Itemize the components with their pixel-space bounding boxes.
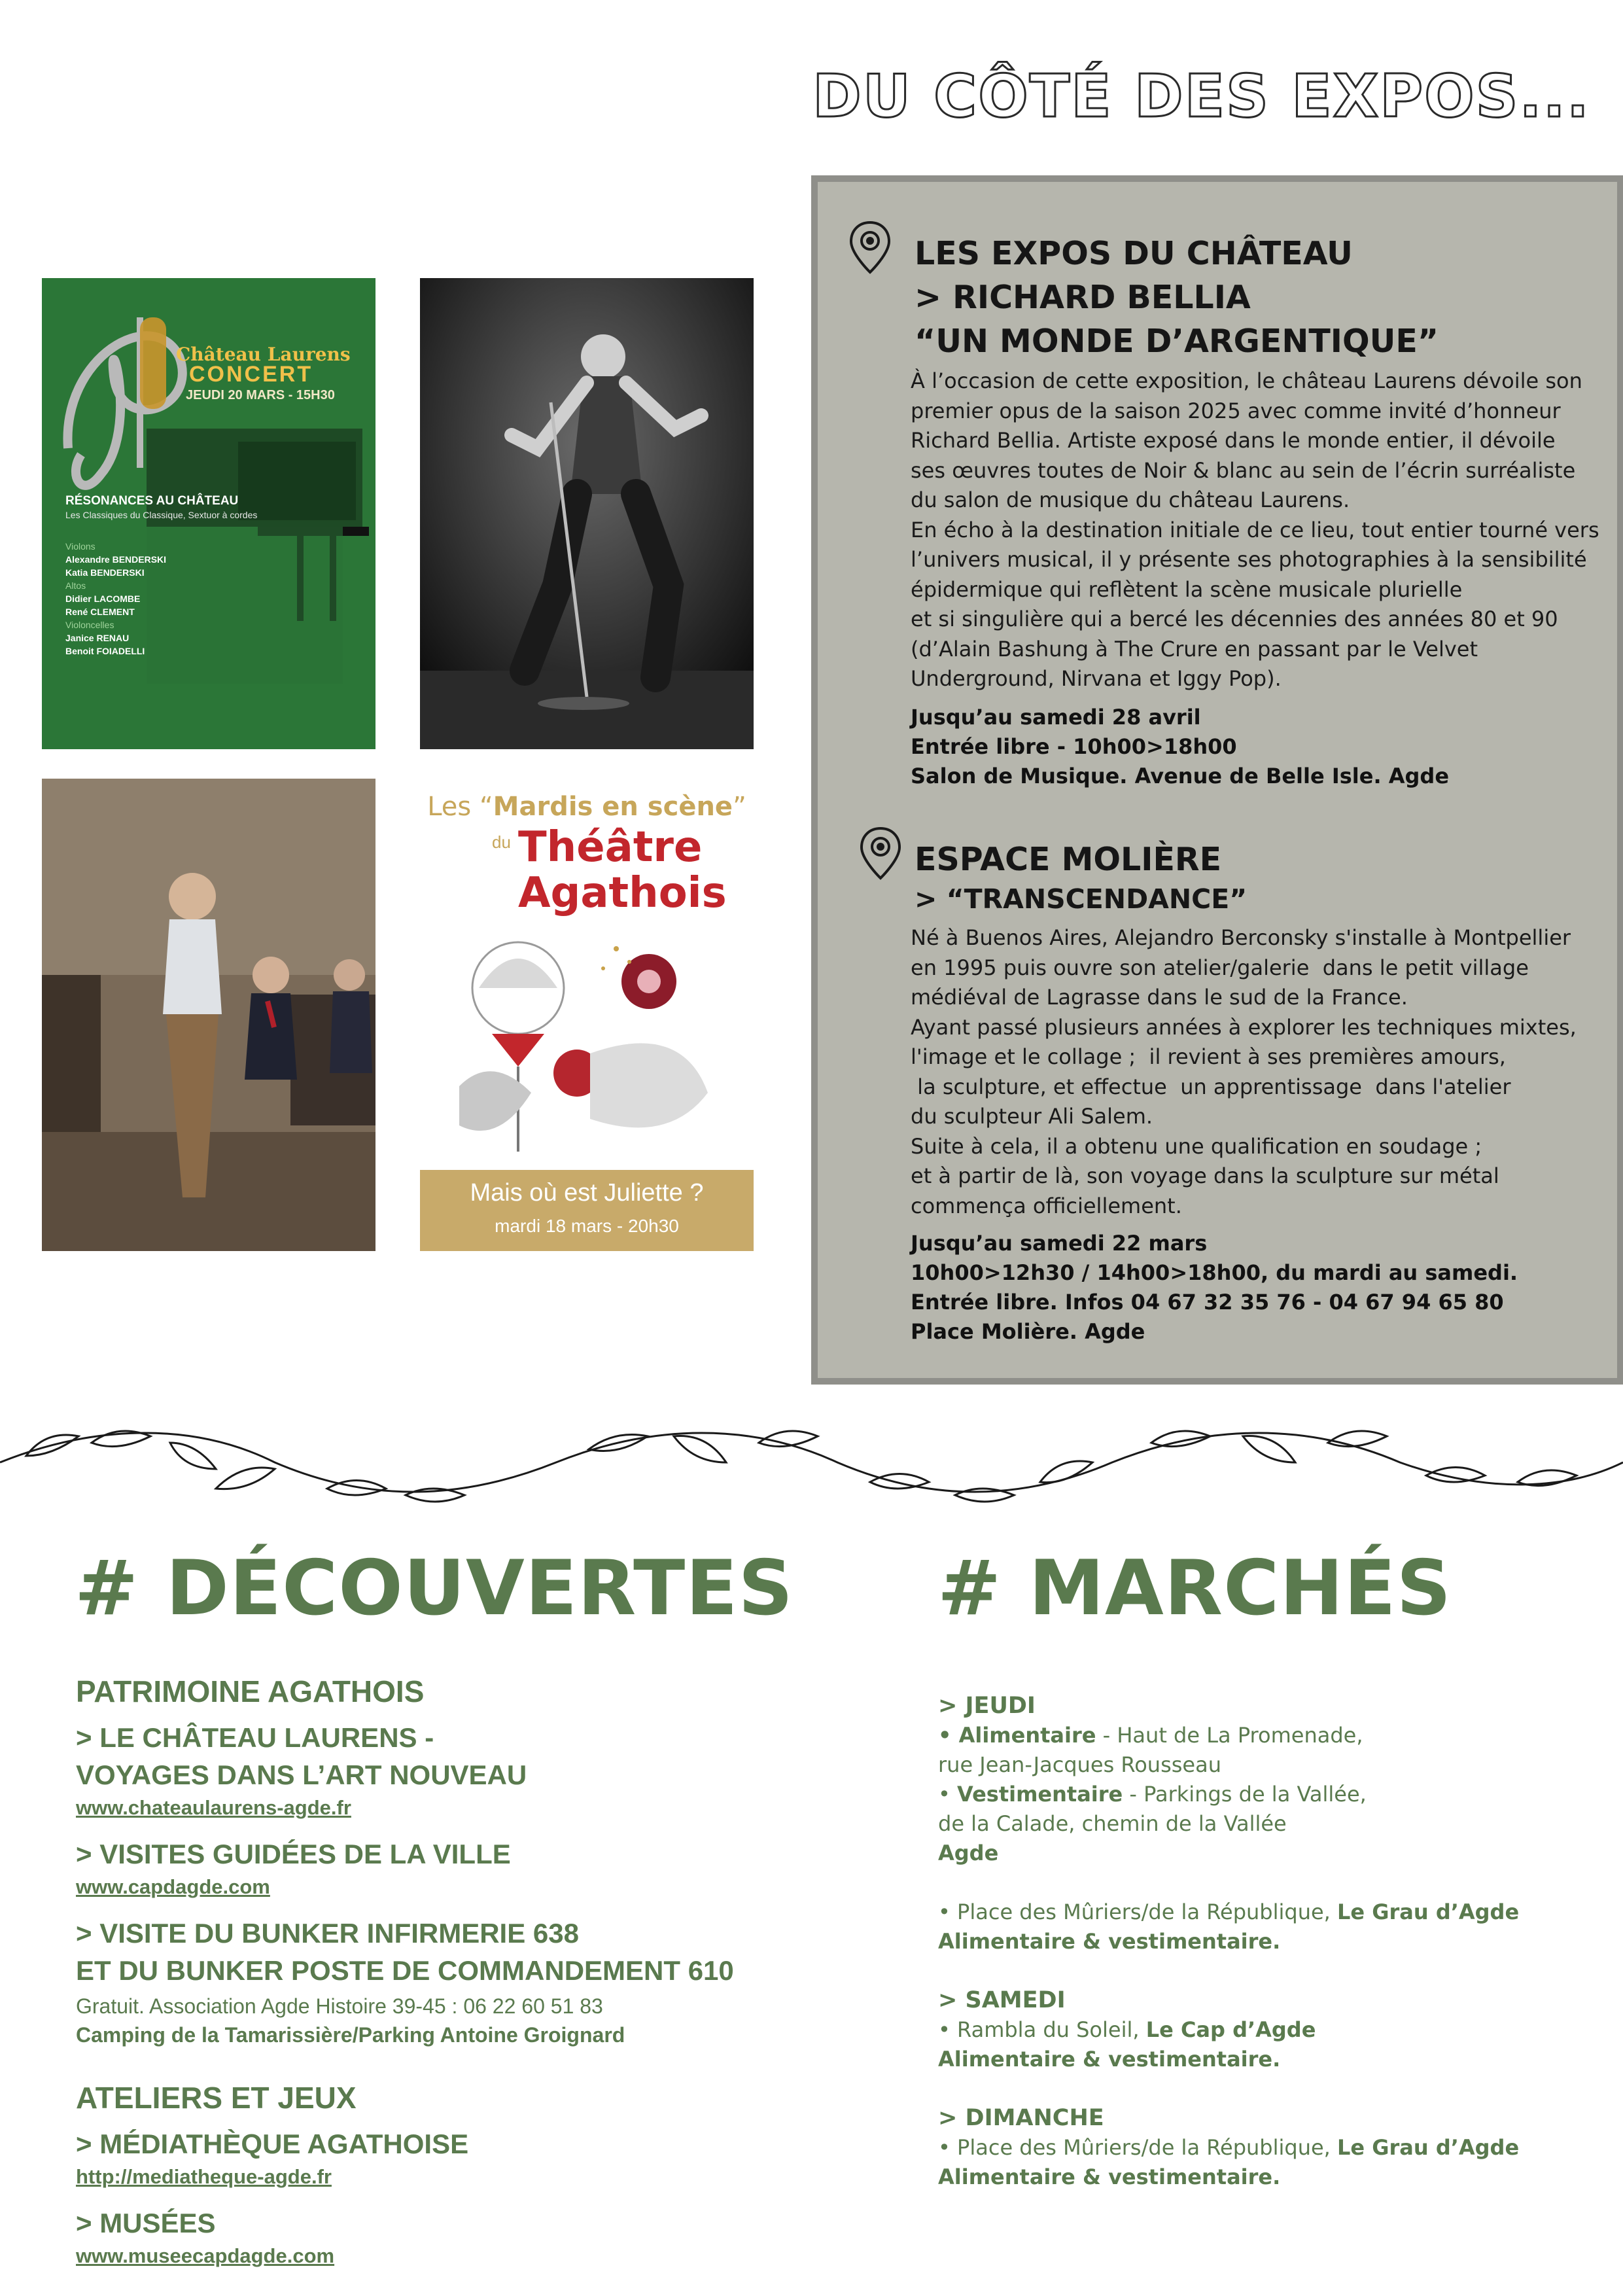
expo-chateau-artist: > RICHARD BELLIA	[915, 279, 1251, 316]
performer-name: Didier LACOMBE	[65, 593, 141, 604]
concert-heading: RÉSONANCES AU CHÂTEAU	[65, 494, 239, 508]
expo-chateau-body: À l’occasion de cette exposition, le château Laurens dévoile son premier opus de la saison 2025 avec comme invité d’honneur Richard Bellia. Artiste exposé dans le monde entier, il dévoile ses œuvres toutes de Noir & blanc au sein de l’écrin surréaliste du salon de musique du château Laurens. En écho à la destination initiale de ce lieu, tout entier tourné vers l’univers musical, il y présente ses photographies à la sensibilité épidermique qui reflètent la scène musicale plurielle et si singulière qui a bercé les décennies des années 80 et 90 (d’Alain Bashung à The Crure en passant par le Velvet Underground, Nirvana et Iggy Pop).	[911, 368, 1599, 691]
bunker-place: Camping de la Tamarissière/Parking Antoine Groignard	[76, 2023, 625, 2047]
bw-performer-illustration	[420, 278, 754, 749]
performer-name: Alexandre BENDERSKI	[65, 554, 167, 565]
performer-role: Violons	[65, 541, 96, 552]
page-title: DU CÔTÉ DES EXPOS...	[812, 62, 1590, 131]
jeudi-item-grau	[938, 1898, 1592, 1927]
concert-brand: Château Laurens	[176, 344, 351, 365]
market-place: • Place des Mûriers/de la République,	[938, 1899, 1338, 1924]
market-town: Le Cap d’Agde	[1145, 2017, 1316, 2042]
jeudi-item-alimentaire	[938, 1721, 1592, 1750]
day-samedi: > SAMEDI	[938, 1987, 1066, 2013]
performer-name: René CLEMENT	[65, 607, 135, 617]
location-pin-icon	[859, 826, 902, 881]
bunker-note: Gratuit. Association Agde Histoire 39-45 : 06 22 60 51 83	[76, 1994, 603, 2018]
day-dimanche: > DIMANCHE	[938, 2105, 1104, 2131]
marches-title: # MARCHÉS	[937, 1544, 1452, 1633]
market-type: Alimentaire	[958, 1723, 1096, 1748]
richard-bellia-photo	[420, 278, 754, 749]
expo-chateau-exhibit: “UN MONDE D’ARGENTIQUE”	[915, 323, 1439, 360]
mardis-en-scene-poster	[420, 779, 754, 1251]
concert-poster-image	[42, 278, 375, 749]
ateliers-heading: ATELIERS ET JEUX	[76, 2081, 357, 2115]
bullet: •	[938, 1782, 958, 1807]
expos-panel	[811, 175, 1623, 1385]
mediatheque-heading: > MÉDIATHÈQUE AGATHOISE	[76, 2128, 469, 2159]
expo-chateau-info: Jusqu’au samedi 28 avril Entrée libre - 10h00>18h00 Salon de Musique. Avenue de Belle Isle. Agde	[911, 705, 1450, 788]
mardis-line1-suffix: ”	[733, 792, 746, 822]
theatre-scene-photo	[42, 779, 375, 1251]
performer-role: Violoncelles	[65, 620, 114, 630]
market-place: - Parkings de la Vallée,	[1123, 1782, 1367, 1807]
theatre-scene-illustration	[42, 779, 375, 1251]
patrimoine-heading: PATRIMOINE AGATHOIS	[76, 1674, 425, 1708]
chateau-line1: > LE CHÂTEAU LAURENS -	[76, 1722, 434, 1753]
jeudi-item-vestimentaire-town: Agde	[938, 1841, 999, 1865]
performer-role: Altos	[65, 580, 86, 591]
mediatheque-link[interactable]: http://mediatheque-agde.fr	[76, 2165, 332, 2188]
bullet: •	[938, 1723, 959, 1748]
mardis-line1-prefix: Les “	[427, 792, 493, 822]
expo-moliere-info: Jusqu’au samedi 22 mars 10h00>12h30 / 14h00>18h00, du mardi au samedi. Entrée libre. Infos 04 67 32 35 76 - 04 67 94 65 80 Place Molière. Agde	[911, 1231, 1518, 1344]
concert-brand-sub: CONCERT	[189, 362, 313, 387]
floral-illustration	[420, 936, 754, 1165]
samedi-item-type: Alimentaire & vestimentaire.	[938, 2047, 1281, 2072]
market-town: Le Grau d’Agde	[1337, 2135, 1520, 2160]
market-place: • Place des Mûriers/de la République,	[938, 2135, 1338, 2160]
mardis-du: du	[492, 832, 511, 852]
samedi-item	[938, 2015, 1592, 2045]
expo-moliere-subtitle: > “TRANSCENDANCE”	[915, 883, 1248, 915]
expo-moliere-body: Né à Buenos Aires, Alejandro Berconsky s'installe à Montpellier en 1995 puis ouvre son atelier/galerie dans le petit village médiéval de Lagrasse dans le sud de la France. Ayant passé plusieurs années à explorer les techniques mixtes, l'image et le collage ; il revient à ses premières amours, la sculpture, et effectue un apprentissage dans l'atelier du sculpteur Ali Salem. Suite à cela, il a obtenu une qualification en soudage ; et à partir de là, son voyage dans la sculpture sur métal commença officiellement.	[911, 925, 1577, 1218]
market-place: - Haut de La Promenade,	[1096, 1723, 1363, 1748]
market-place: • Rambla du Soleil,	[938, 2017, 1146, 2042]
marches-list	[938, 1691, 1592, 2192]
market-town: Le Grau d’Agde	[1337, 1899, 1520, 1924]
mardis-line1	[420, 792, 754, 822]
visites-heading: > VISITES GUIDÉES DE LA VILLE	[76, 1839, 511, 1869]
market-type: Vestimentaire	[957, 1782, 1123, 1807]
expo-chateau-title: LES EXPOS DU CHÂTEAU	[915, 235, 1353, 272]
jeudi-item-vestimentaire-line2: de la Calade, chemin de la Vallée	[938, 1811, 1287, 1836]
dimanche-item	[938, 2133, 1592, 2163]
performer-name: Benoit FOIADELLI	[65, 646, 145, 656]
mardis-line1-title: Mardis en scène	[493, 792, 733, 822]
concert-date: JEUDI 20 MARS - 15H30	[186, 388, 335, 402]
jeudi-item-alimentaire-line2: rue Jean-Jacques Rousseau	[938, 1752, 1221, 1777]
day-jeudi: > JEUDI	[938, 1693, 1036, 1719]
performer-name: Janice RENAU	[65, 633, 130, 643]
location-pin-icon	[848, 220, 892, 275]
musees-link[interactable]: www.museecapdagde.com	[76, 2244, 335, 2267]
jeudi-item-vestimentaire	[938, 1780, 1592, 1809]
expo-moliere-title: ESPACE MOLIÈRE	[915, 841, 1222, 878]
concert-performers	[65, 540, 166, 658]
bunker-line1: > VISITE DU BUNKER INFIRMERIE 638	[76, 1918, 579, 1949]
mardis-agathois: Agathois	[518, 869, 727, 917]
decouvertes-title: # DÉCOUVERTES	[75, 1544, 794, 1633]
decouvertes-list	[76, 1672, 828, 2284]
mardis-show-date: mardi 18 mars - 20h30	[495, 1216, 679, 1236]
performer-name: Katia BENDERSKI	[65, 567, 145, 578]
mardis-show-title: Mais où est Juliette ?	[470, 1179, 704, 1207]
chateau-link[interactable]: www.chateaulaurens-agde.fr	[76, 1796, 351, 1819]
musees-heading: > MUSÉES	[76, 2208, 216, 2238]
concert-subheading: Les Classiques du Classique, Sextuor à cordes	[65, 510, 258, 520]
jeudi-item-grau-type: Alimentaire & vestimentaire.	[938, 1929, 1281, 1954]
visites-link[interactable]: www.capdagde.com	[76, 1875, 270, 1898]
bunker-line2: ET DU BUNKER POSTE DE COMMANDEMENT 610	[76, 1955, 734, 1986]
chateau-line2: VOYAGES DANS L’ART NOUVEAU	[76, 1759, 527, 1790]
mardis-theatre: Théâtre	[518, 823, 703, 872]
vine-divider	[0, 1417, 1623, 1508]
dimanche-item-type: Alimentaire & vestimentaire.	[938, 2164, 1281, 2189]
